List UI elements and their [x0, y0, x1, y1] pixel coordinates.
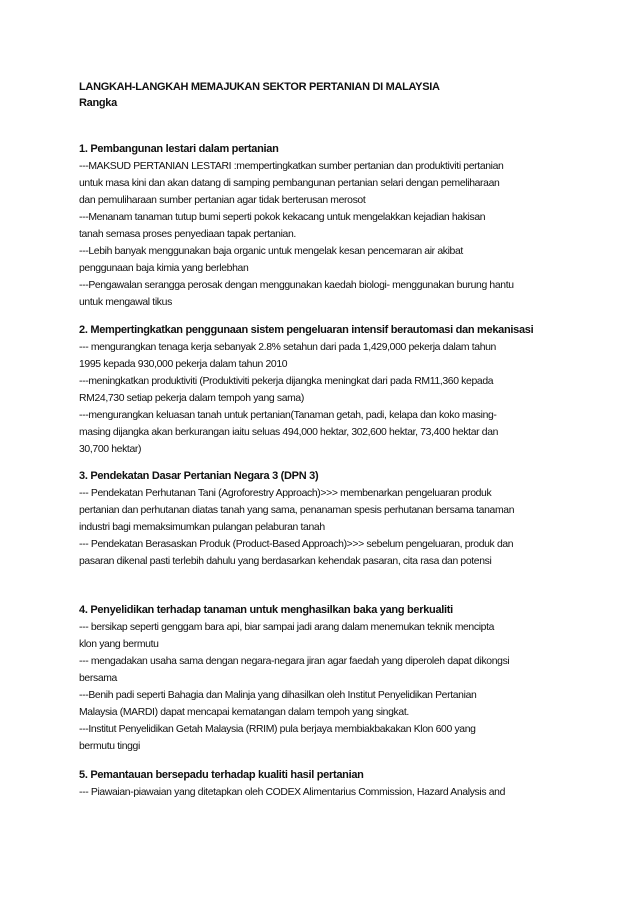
text-line: --- Pendekatan Perhutanan Tani (Agroforestry Approach)>>> membenarkan pengeluaran produk: [79, 488, 492, 499]
text-line: masing dijangka akan berkurangan iaitu seluas 494,000 hektar, 302,600 hektar, 73,400 hektar dan: [79, 427, 499, 438]
text-line: --- mengadakan usaha sama dengan negara-negara jiran agar faedah yang diperoleh dapat dikongsi: [79, 656, 510, 667]
text-line: 1995 kepada 930,000 pekerja dalam tahun 2010: [79, 359, 288, 370]
section-heading: 3. Pendekatan Dasar Pertanian Negara 3 (DPN 3): [79, 470, 319, 482]
section-heading: 4. Penyelidikan terhadap tanaman untuk menghasilkan baka yang berkualiti: [79, 604, 453, 616]
text-line: penggunaan baja kimia yang berlebhan: [79, 263, 249, 274]
text-line: ---Menanam tanaman tutup bumi seperti pokok kekacang untuk mengelakkan kejadian hakisan: [79, 212, 486, 223]
text-line: bersama: [79, 673, 117, 684]
document-title: LANGKAH-LANGKAH MEMAJUKAN SEKTOR PERTANIAN DI MALAYSIA: [79, 81, 440, 93]
text-line: --- bersikap seperti genggam bara api, biar sampai jadi arang dalam menemukan teknik mencipta: [79, 622, 495, 633]
text-line: Malaysia (MARDI) dapat mencapai kematangan dalam tempoh yang singkat.: [79, 707, 409, 718]
text-line: klon yang bermutu: [79, 639, 159, 650]
text-line: ---mengurangkan keluasan tanah untuk pertanian(Tanaman getah, padi, kelapa dan koko masing-: [79, 410, 497, 421]
section-3: [79, 468, 564, 570]
document-subtitle: Rangka: [79, 97, 117, 109]
text-line: ---MAKSUD PERTANIAN LESTARI :mempertingkatkan sumber pertanian dan produktiviti pertanian: [79, 161, 504, 172]
section-5: [79, 767, 564, 801]
text-line: ---Benih padi seperti Bahagia dan Malinja yang dihasilkan oleh Institut Penyelidikan Pertanian: [79, 690, 477, 701]
text-line: dan pemuliharaan sumber pertanian agar tidak berterusan merosot: [79, 195, 366, 206]
text-line: pertanian dan perhutanan diatas tanah yang sama, penanaman spesis perhutanan bersama tanaman: [79, 505, 515, 516]
text-line: --- Piawaian-piawaian yang ditetapkan oleh CODEX Alimentarius Commission, Hazard Analysis and: [79, 787, 506, 798]
text-line: ---meningkatkan produktiviti (Produktiviti pekerja dijangka meningkat dari pada RM11,360 kepada: [79, 376, 494, 387]
text-line: untuk masa kini dan akan datang di samping pembangunan pertanian selari dengan pemeliharaan: [79, 178, 500, 189]
text-line: RM24,730 setiap pekerja dalam tempoh yang sama): [79, 393, 304, 404]
text-line: industri bagi memaksimumkan pulangan pelaburan tanah: [79, 522, 325, 533]
text-line: ---Lebih banyak menggunakan baja organic untuk mengelak kesan pencemaran air akibat: [79, 246, 463, 257]
section-2: [79, 322, 564, 458]
text-line: --- mengurangkan tenaga kerja sebanyak 2.8% setahun dari pada 1,429,000 pekerja dalam tahun: [79, 342, 496, 353]
text-line: tanah semasa proses penyediaan tapak pertanian.: [79, 229, 296, 240]
text-line: --- Pendekatan Berasaskan Produk (Product-Based Approach)>>> sebelum pengeluaran, produk dan: [79, 539, 514, 550]
section-heading: 1. Pembangunan lestari dalam pertanian: [79, 143, 279, 155]
section-heading: 5. Pemantauan bersepadu terhadap kualiti hasil pertanian: [79, 769, 364, 781]
text-line: bermutu tinggi: [79, 741, 140, 752]
text-line: untuk mengawal tikus: [79, 297, 172, 308]
section-4: [79, 602, 564, 755]
section-1: [79, 141, 564, 311]
text-line: pasaran dikenal pasti terlebih dahulu yang berdasarkan kehendak pasaran, cita rasa dan potensi: [79, 556, 492, 567]
text-line: ---Institut Penyelidikan Getah Malaysia (RRIM) pula berjaya membiakbakakan Klon 600 yang: [79, 724, 476, 735]
text-line: 30,700 hektar): [79, 444, 142, 455]
section-heading: 2. Mempertingkatkan penggunaan sistem pengeluaran intensif berautomasi dan mekanisasi: [79, 324, 534, 336]
text-line: ---Pengawalan serangga perosak dengan menggunakan kaedah biologi- menggunakan burung hantu: [79, 280, 514, 291]
